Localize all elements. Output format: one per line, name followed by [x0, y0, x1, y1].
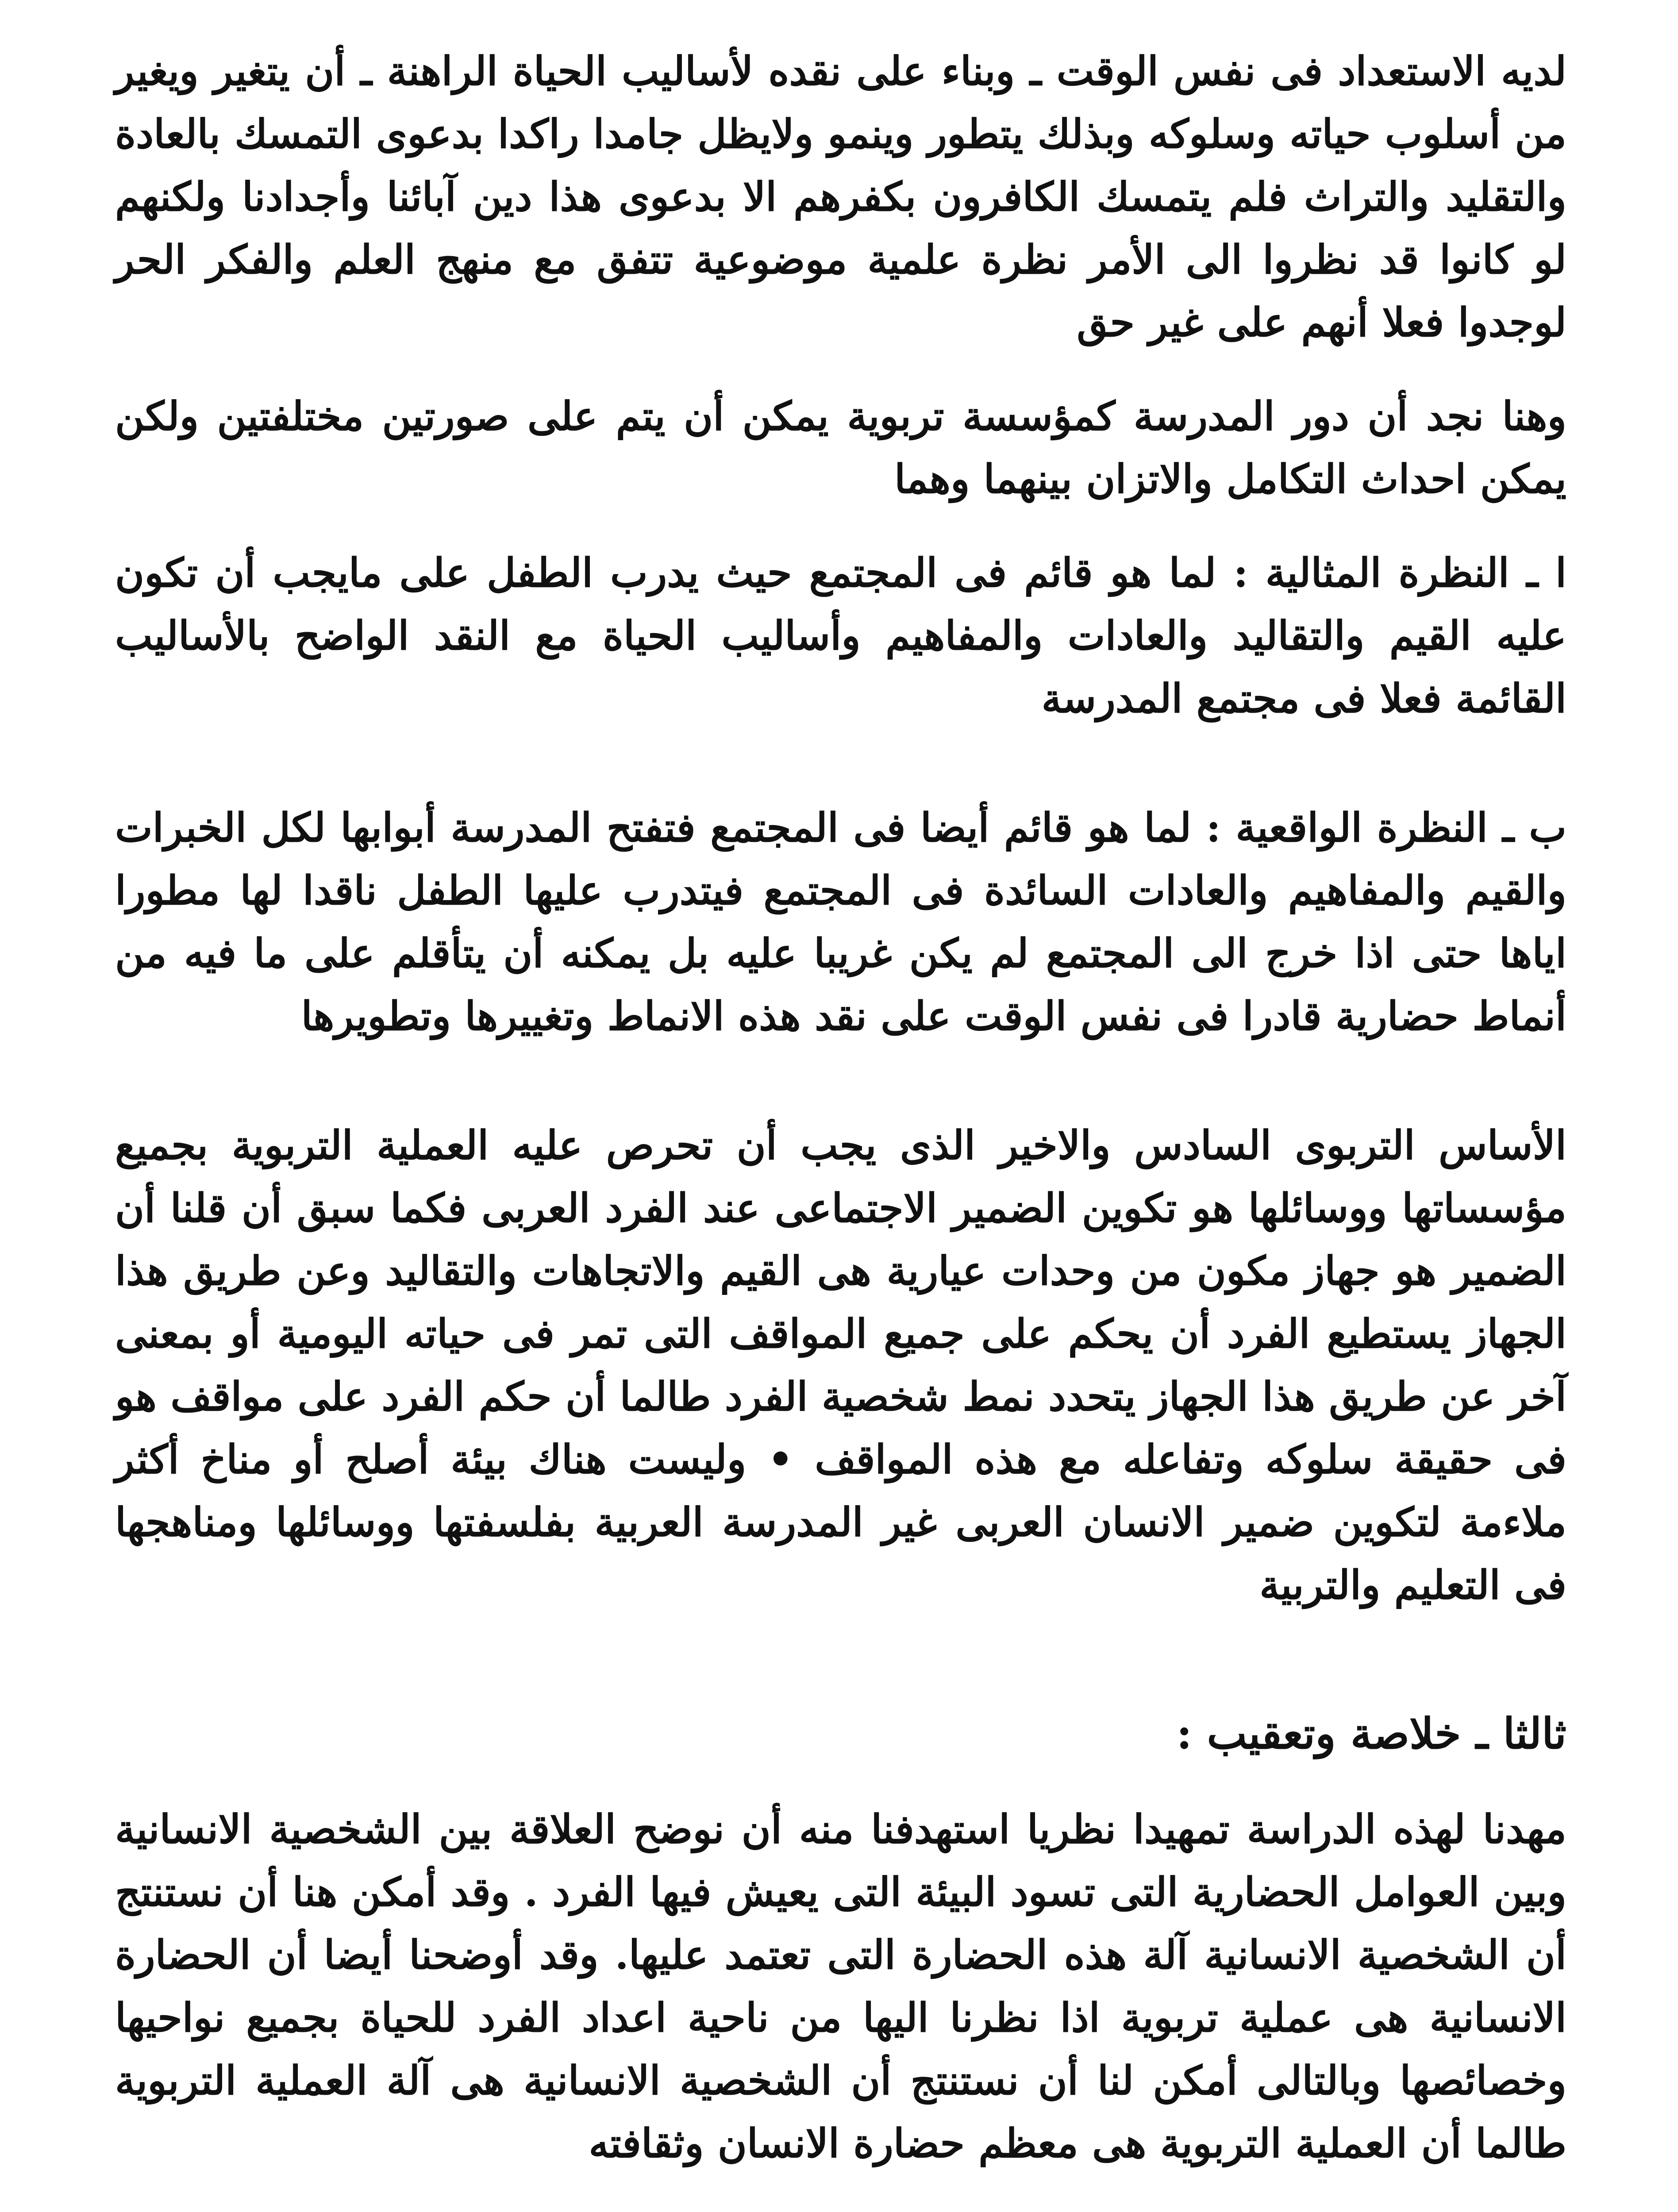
spacer	[115, 1617, 1566, 1701]
paragraph-school-role: وهنا نجد أن دور المدرسة كمؤسسة تربوية يمكن أن يتم على صورتين مختلفتين ولكن يمكن احداث التكامل والاتزان بينهما وهما	[115, 393, 1566, 503]
section-title-summary: ثالثا ـ خلاصة وتعقيب :	[1176, 1709, 1566, 1759]
realistic-view-heading: ب ـ النظرة الواقعية :	[1206, 804, 1567, 851]
realistic-view-body: لما هو قائم أيضا فى المجتمع فتفتح المدرسة أبوابها لكل الخبرات والقيم والمفاهيم والعادات السائدة فى المجتمع فيتدرب عليها الطفل ناقدا لها مطورا اياها حتى اذا خرج الى المجتمع لم يكن غريبا عليه بل يمكنه أن يتأقلم على ما فيه من أنماط حضارية قادرا فى نفس الوقت على نقد هذه الانماط وتغييرها وتطويرها	[115, 804, 1566, 1040]
paragraph-summary: مهدنا لهذه الدراسة تمهيدا نظريا استهدفنا منه أن نوضح العلاقة بين الشخصية الانسانية وبين العوامل الحضارية التى تسود البيئة التى يعيش فيها الفرد . وقد أمكن هنا أن نستنتج أن الشخصية الانسانية آلة هذه الحضارة التى تعتمد عليها. وقد أوضحنا أيضا أن الحضارة الانسانية هى عملية تربوية اذا نظرنا اليها من ناحية اعداد الفرد للحياة بجميع نواحيها وخصائصها وبالتالى أمكن لنا أن نستنتج أن الشخصية الانسانية هى آلة العملية التربوية طالما أن العملية التربوية هى معظم حضارة الانسان وثقافته	[115, 1806, 1566, 2167]
spacer	[115, 1048, 1566, 1114]
spacer	[115, 1767, 1566, 1798]
document-page	[115, 40, 1566, 2212]
spacer	[115, 354, 1566, 385]
paragraph-realistic-view	[115, 796, 1566, 1048]
idealistic-view-heading: ا ـ النظرة المثالية :	[1233, 549, 1566, 596]
spacer	[115, 511, 1566, 541]
spacer	[115, 730, 1566, 796]
paragraph-sixth-foundation: الأساس التربوى السادس والاخير الذى يجب أن تحرص عليه العملية التربوية بجميع مؤسساتها ووسائلها هو تكوين الضمير الاجتماعى عند الفرد العربى فكما سبق أن قلنا أن الضمير هو جهاز مكون من وحدات عيارية هى القيم والاتجاهات والتقاليد وعن طريق هذا الجهاز يستطيع الفرد أن يحكم على جميع المواقف التى تمر فى حياته اليومية أو بمعنى آخر عن طريق هذا الجهاز يتحدد نمط شخصية الفرد طالما أن حكم الفرد على مواقف هو فى حقيقة سلوكه وتفاعله مع هذه المواقف • وليست هناك بيئة أصلح أو مناخ أكثر ملاءمة لتكوين ضمير الانسان العربى غير المدرسة العربية بفلسفتها ووسائلها ومناهجها فى التعليم والتربية	[115, 1122, 1566, 1609]
paragraph-continuation: لديه الاستعداد فى نفس الوقت ـ وبناء على نقده لأساليب الحياة الراهنة ـ أن يتغير ويغير من أسلوب حياته وسلوكه وبذلك يتطور وينمو ولايظل جامدا راكدا بدعوى التمسك بالعادة والتقليد والتراث فلم يتمسك الكافرون بكفرهم الا بدعوى هذا دين آبائنا وأجدادنا ولكنهم لو كانوا قد نظروا الى الأمر نظرة علمية موضوعية تتفق مع منهج العلم والفكر الحر لوجدوا فعلا أنهم على غير حق	[115, 48, 1566, 346]
idealistic-view-body: لما هو قائم فى المجتمع حيث يدرب الطفل على مايجب أن تكون عليه القيم والتقاليد والعادات والمفاهيم وأساليب الحياة مع النقد الواضح بالأساليب القائمة فعلا فى مجتمع المدرسة	[115, 549, 1566, 722]
paragraph-idealistic-view	[115, 541, 1566, 730]
